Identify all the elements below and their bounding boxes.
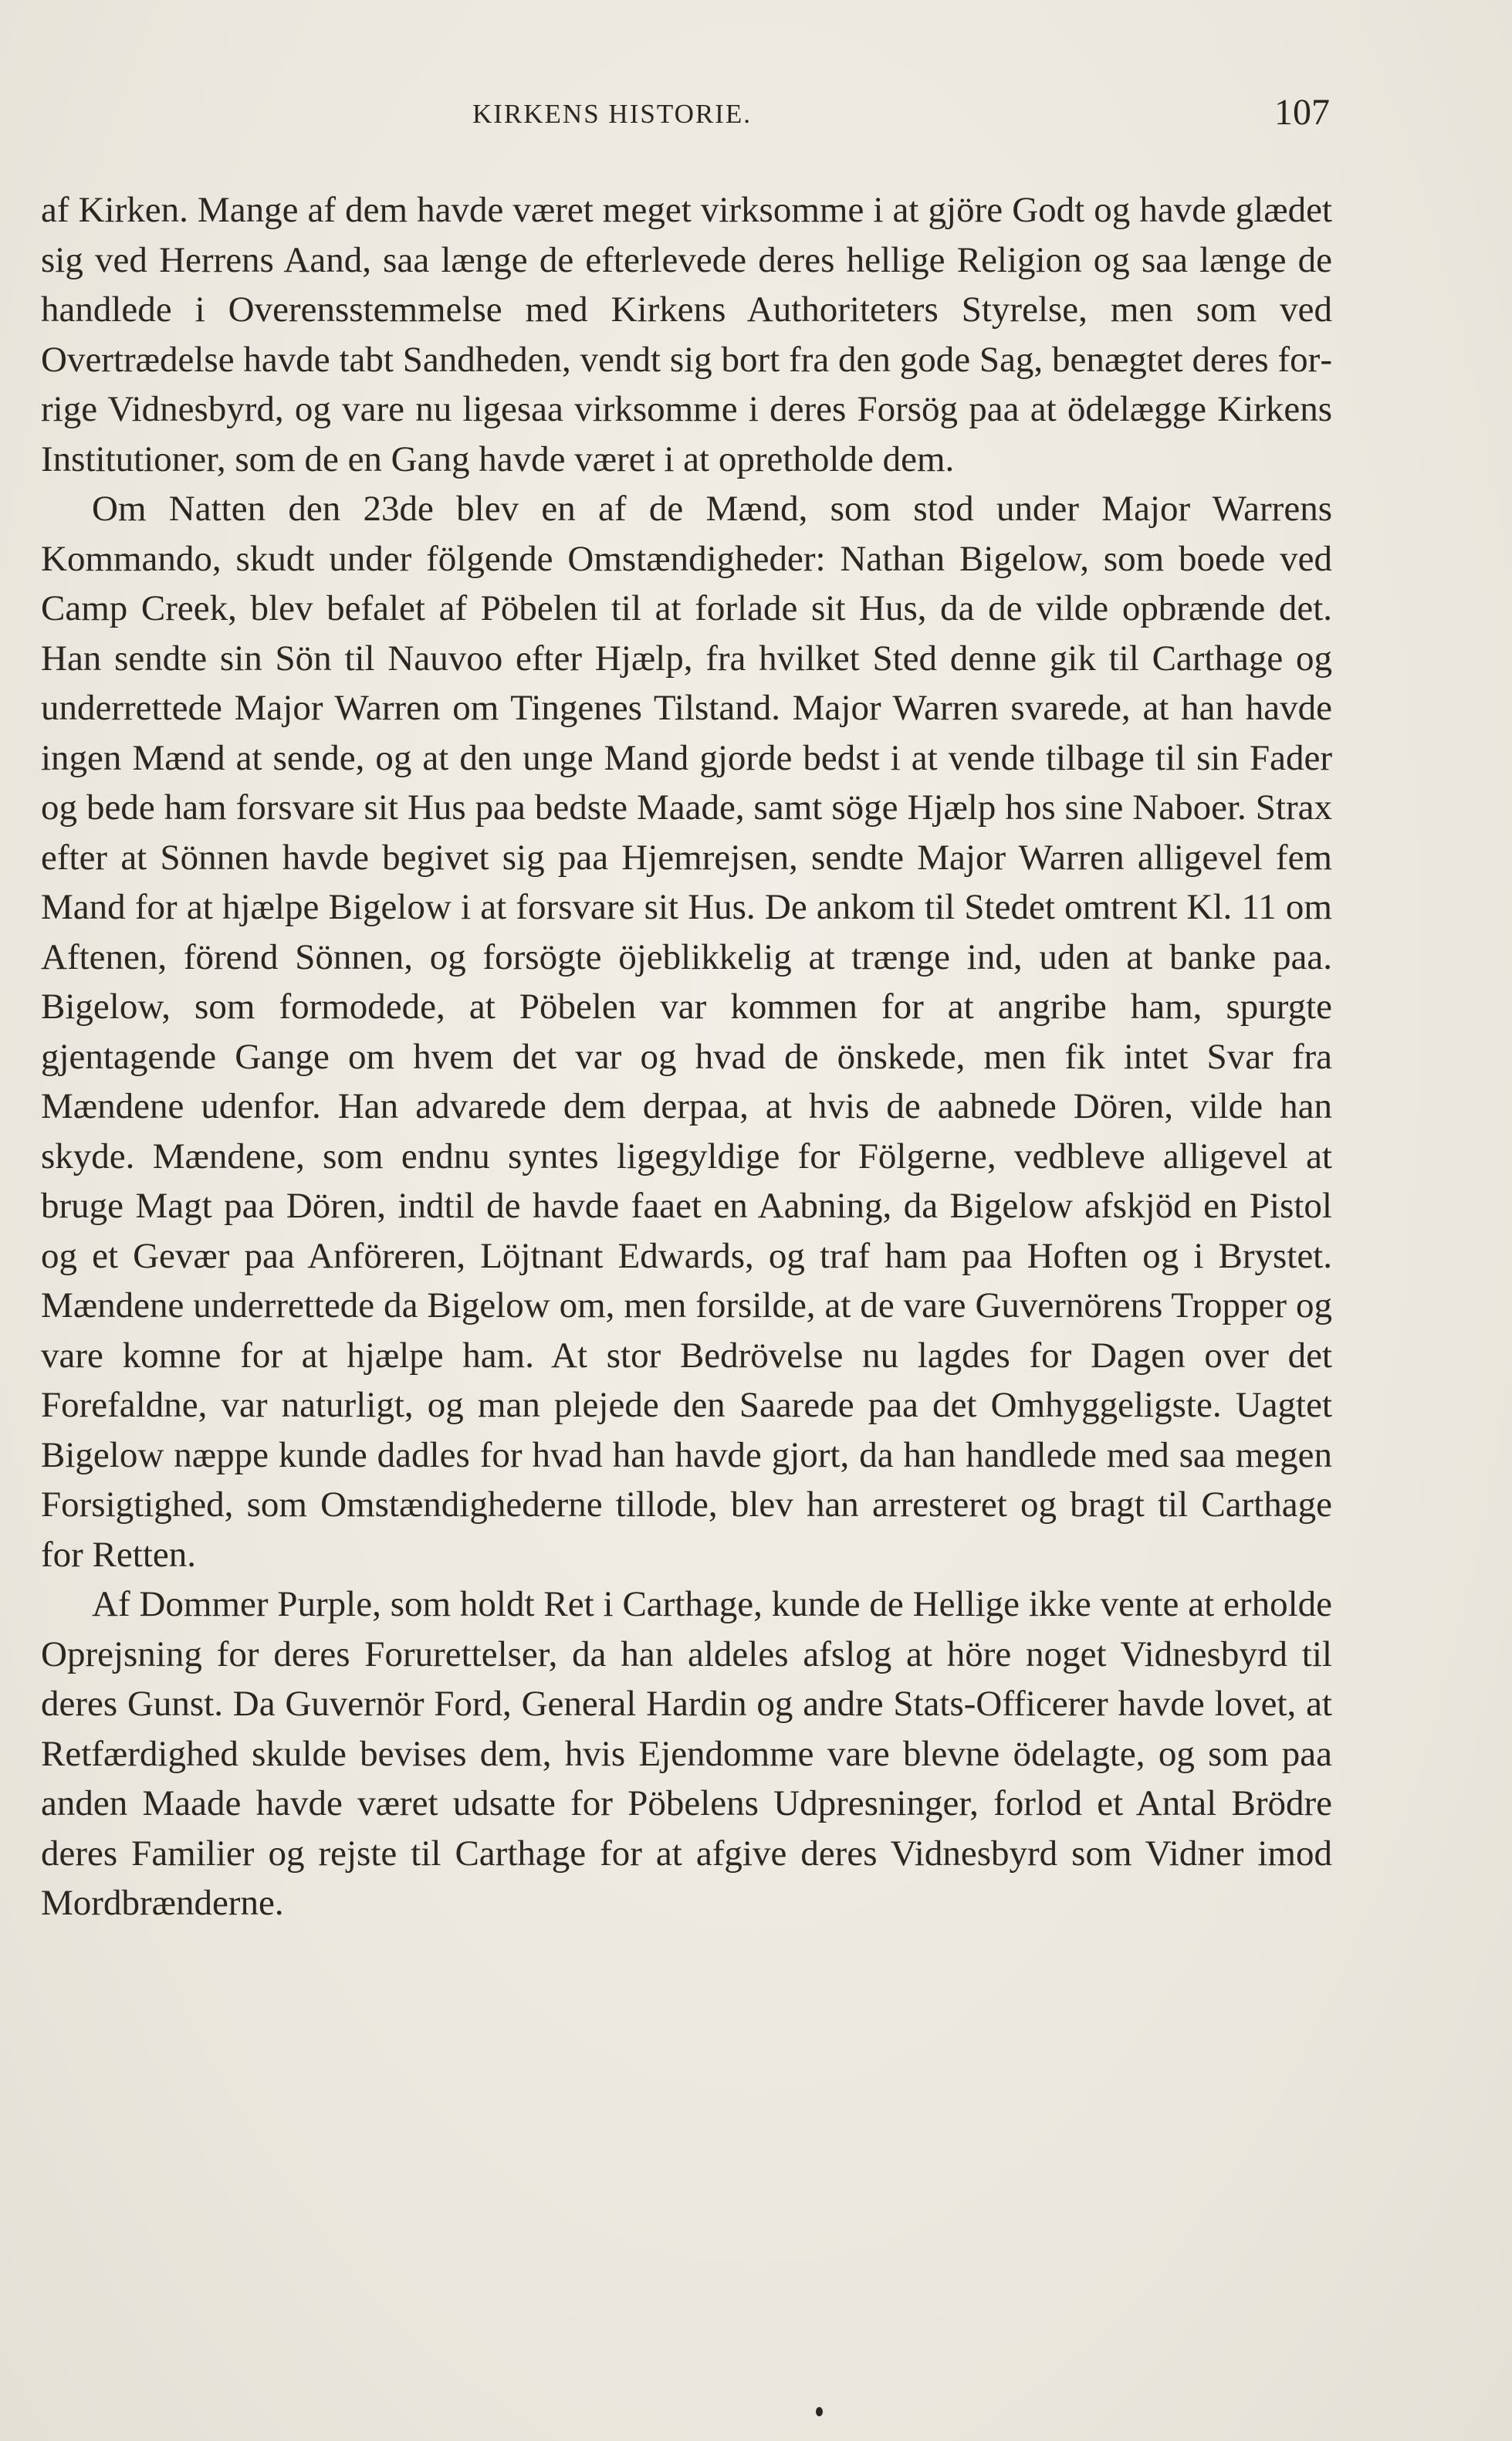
footer-dot <box>816 2407 823 2416</box>
page-number: 107 <box>1274 92 1330 133</box>
running-title: KIRKENS HISTORIE. <box>472 99 752 129</box>
body-text <box>41 185 1332 1928</box>
running-head <box>0 91 1512 137</box>
paragraph: Af Dommer Purple, som holdt Ret i Carthage, kunde de Hellige ikke vente at erholde Oprejsning for deres Forurettelser, da han aldeles afslog at höre noget Vidnesbyrd til deres Gunst. Da Guvernör Ford, General Hardin og andre Stats-Officerer havde lovet, at Retfærdighed skulde bevises dem, hvis Ejendomme vare blevne ödelagte, og som paa anden Maade havde været udsatte for Pöbelens Udpresninger, forlod et Antal Brödre deres Familier og rejste til Carthage for at afgive deres Vidnesbyrd som Vidner imod Mordbrænderne. <box>41 1584 1332 1923</box>
paragraph: Om Natten den 23de blev en af de Mænd, som stod under Major Warrens Kommando, skudt under fölgende Omstændigheder: Nathan Bigelow, som boede ved Camp Creek, blev befalet af Pöbelen til at forlade sit Hus, da de vilde opbrænde det. Han sendte sin Sön til Nauvoo efter Hjælp, fra hvilket Sted denne gik til Carthage og underrettede Major Warren om Tingenes Tilstand. Major Warren svarede, at han havde ingen Mænd at sende, og at den unge Mand gjorde bedst i at vende tilbage til sin Fader og bede ham forsvare sit Hus paa bedste Maade, samt söge Hjælp hos sine Naboer. Strax efter at Sönnen havde begivet sig paa Hjemrejsen, sendte Major Warren alligevel fem Mand for at hjælpe Bigelow i at forsvare sit Hus. De ankom til Stedet omtrent Kl. 11 om Aftenen, förend Sönnen, og forsögte öjeblikkelig at trænge ind, uden at banke paa. Bigelow, som formodede, at Pöbelen var kommen for at angribe ham, spurgte gjentagende Gange om hvem det var og hvad de önskede, men fik intet Svar fra Mændene udenfor. Han advarede dem derpaa, at hvis de aabnede Dören, vilde han skyde. Mændene, som endnu syntes ligegyldige for Fölgerne, vedbleve alligevel at bruge Magt paa Dören, indtil de havde faaet en Aabning, da Bigelow afskjöd en Pistol og et Gevær paa Anföreren, Löjtnant Edwards, og traf ham paa Hoften og i Brystet. Mændene underrettede da Bigelow om, men forsilde, at de vare Guvernörens Tropper og vare komne for at hjælpe ham. At stor Bedrövelse nu lagdes for Dagen over det Forefaldne, var naturligt, og man plejede den Saarede paa det Omhyggeligste. Uagtet Bigelow næppe kunde dadles for hvad han havde gjort, da han handlede med saa megen Forsigtighed, som Omstændighederne tillode, blev han arresteret og bragt til Carthage for Retten. <box>41 489 1332 1575</box>
paragraph-continued: af Kirken. Mange af dem havde været meget virksomme i at gjöre Godt og havde glædet sig ved Herrens Aand, saa længe de efterlevede deres hellige Religion og saa længe de handlede i Overensstemmelse med Kirkens Authoriteters Styrelse, men som ved Overtrædelse havde tabt Sandheden, vendt sig bort fra den gode Sag, benægtet deres forrige Vidnesbyrd, og vare nu ligesaa virksomme i deres Forsög paa at ödelægge Kirkens Institutioner, som de en Gang havde været i at opretholde dem. <box>41 190 1332 479</box>
